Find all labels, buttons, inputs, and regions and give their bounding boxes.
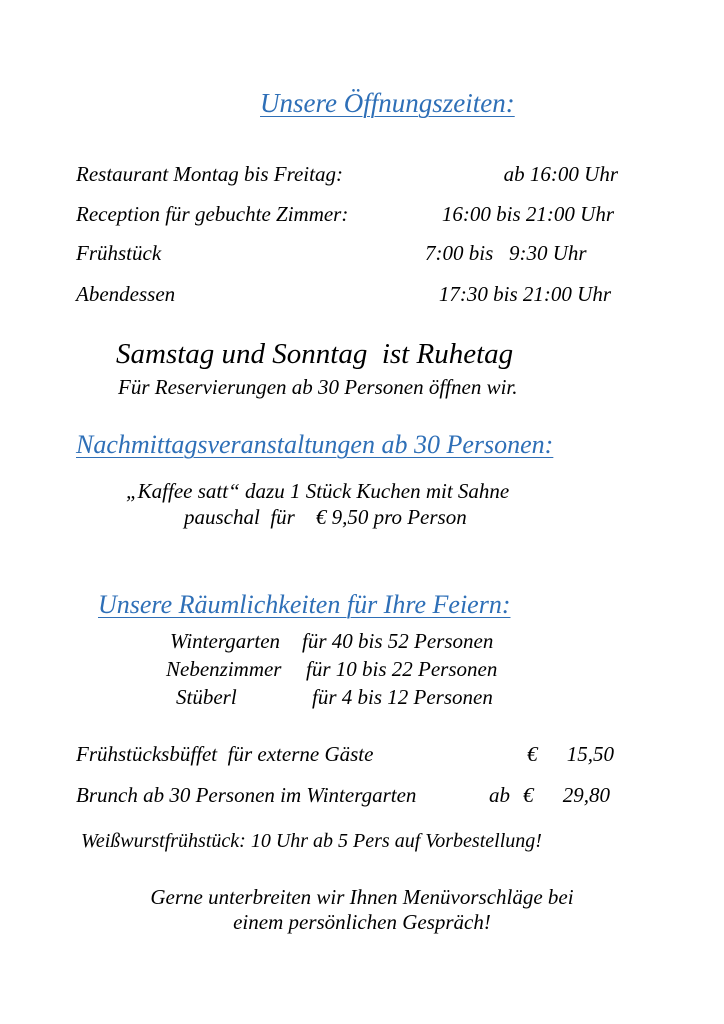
offer-price: 15,50 — [566, 742, 614, 766]
offer-label: Frühstücksbüffet für externe Gäste — [76, 742, 374, 766]
opening-row-value: 17:30 bis 21:00 Uhr — [438, 282, 611, 306]
opening-row-value: ab 16:00 Uhr — [503, 162, 618, 186]
offer-label: Brunch ab 30 Personen im Wintergarten — [76, 783, 417, 807]
room-capacity: für 10 bis 22 Personen — [306, 657, 498, 681]
offer-currency: € — [523, 783, 534, 807]
rooms-heading: Unsere Räumlichkeiten für Ihre Feiern: — [98, 590, 511, 619]
offer-currency: € — [527, 742, 538, 766]
room-name: Stüberl — [176, 685, 237, 709]
opening-row-value: 7:00 bis 9:30 Uhr — [425, 241, 587, 265]
room-name: Wintergarten — [170, 629, 281, 653]
opening-row-label: Frühstück — [76, 241, 162, 265]
opening-row-label: Reception für gebuchte Zimmer: — [76, 202, 349, 226]
opening-row-value: 16:00 bis 21:00 Uhr — [441, 202, 614, 226]
opening-hours-heading: Unsere Öffnungszeiten: — [260, 88, 515, 118]
room-capacity: für 40 bis 52 Personen — [302, 629, 494, 653]
afternoon-heading: Nachmittagsveranstaltungen ab 30 Personen: — [76, 430, 554, 459]
opening-row-label: Restaurant Montag bis Freitag: — [76, 162, 343, 186]
room-name: Nebenzimmer — [166, 657, 282, 681]
opening-row-label: Abendessen — [76, 282, 176, 306]
rest-day-title: Samstag und Sonntag ist Ruhetag — [116, 338, 514, 370]
closing-line: einem persönlichen Gespräch! — [233, 910, 491, 934]
offer-price: 29,80 — [562, 783, 610, 807]
afternoon-price-line: pauschal für € 9,50 pro Person — [184, 505, 467, 529]
closing-line: Gerne unterbreiten wir Ihnen Menüvorschläge bei — [150, 885, 574, 909]
afternoon-offer-line: „Kaffee satt“ dazu 1 Stück Kuchen mit Sahne — [126, 479, 510, 503]
rest-day-subtitle: Für Reservierungen ab 30 Personen öffnen wir. — [118, 375, 518, 399]
offer-prefix: ab — [489, 783, 510, 807]
weisswurst-note: Weißwurstfrühstück: 10 Uhr ab 5 Pers auf Vorbestellung! — [81, 830, 542, 852]
room-capacity: für 4 bis 12 Personen — [312, 685, 493, 709]
